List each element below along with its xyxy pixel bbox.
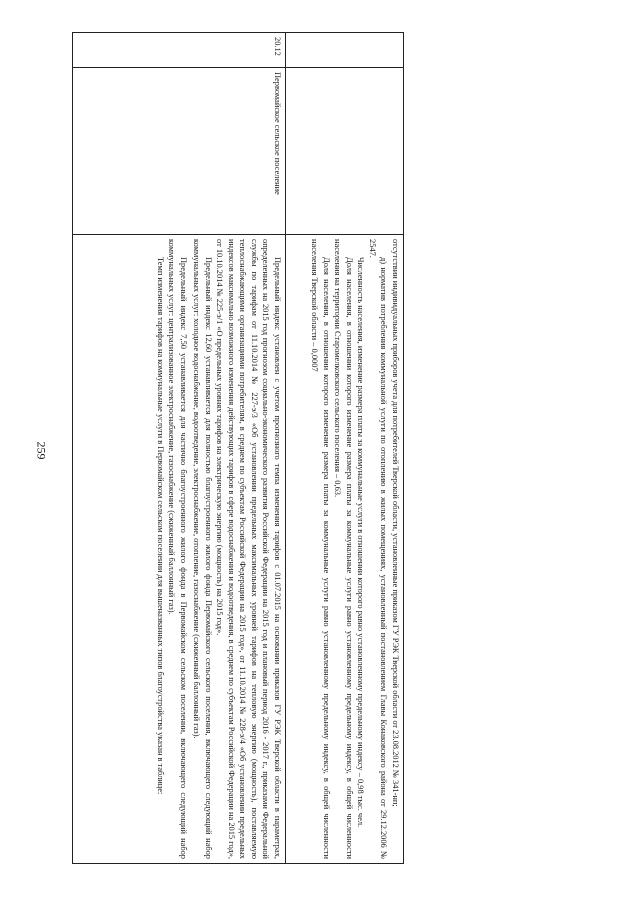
paragraph: Доля населения, в отношении которого изменение размера платы за коммунальные услуги равно установленному предельному индексу, в общей численности населения Тверской области – 0,0007: [310, 239, 331, 859]
paragraph: Доля населения, в отношении которого изменение размера платы за коммунальные услуги равно установленному предельному индексу, в общей численности населения на территории Старомелковского сельского поселения – 0,63.: [333, 239, 354, 859]
settlement-name-cell: Первомайское сельское поселение: [73, 68, 286, 235]
settlement-name-cell: [286, 68, 404, 235]
description-cell: [73, 235, 286, 864]
indices-table: [72, 32, 404, 864]
paragraph: Предельный индекс 12,60 устанавливается для полностью благоустроенного жилого фонда Первомайского сельского поселения, включающего следующий набор коммунальных услуг: холодное водоснабжение, водоотведение, электроснабжение, отопление, газоснабжение (сжиженный баллонный газ).: [192, 239, 213, 859]
row-number-cell: 20.12: [73, 33, 286, 68]
paragraph: Темп изменения тарифов на коммунальные услуги в Первомайском сельском поселении для вышеназванных типов благоустройства указан в таблице:: [156, 257, 165, 795]
page-number: 259: [34, 441, 49, 460]
paragraph: отсутствии индивидуальных приборов учета для потребителей Тверской области, установленные приказом ГУ РЭК Тверской области от 23.08.2012 № 341-нп;: [391, 239, 400, 807]
description-cell: [286, 235, 404, 864]
paragraph: Предельный индекс 7,50 устанавливается для частично благоустроенного жилого фонда в Первомайском сельском поселении, включающего следующий набор коммунальных услуг: централизованное электроснабжение, газоснабжение (сжиженный баллонный газ).: [167, 239, 188, 859]
table-row-pervomayskoe: [73, 33, 286, 864]
row-number-cell: [286, 33, 404, 68]
paragraph: д) норматив потребления коммунальной услуги по отоплению в жилых помещениях, установленный постановлением Главы Конаковского района от 29.12.2006 № 2547.: [368, 239, 389, 859]
paragraph: Предельный индекс установлен с учетом прогнозного темпа изменения тарифов с 01.07.2015 на основании приказов ГУ РЭК Тверской области в параметрах, определенных на 2015 год прогнозом социально-экономического развития Российской Федерации на 2015 год и плановый период 2016 - 2017 г., приказами Федеральной службы по тарифам от 11.10.2014 № 227-э/3 «Об установлении предельных максимальных уровней тарифов на тепловую энергию (мощность), поставляемую теплоснабжающими организациями потребителям, в среднем по субъектам Российской Федерации на 2015 год», от 11.10.2014 № 228-э/4 «Об установлении предельных индексов максимально возможного изменения действующих тарифов в сфере водоснабжения и водоотведения, в среднем по субъектам Российской Федерации на 2015 год», от 10.10.2014 № 225-э/1 «О предельных уровнях тарифов на электрическую энергию (мощность) на 2015 год».: [215, 239, 282, 859]
rotated-page-content: [72, 32, 404, 864]
paragraph: Численность населения, изменение размера платы за коммунальные услуги в отношении которого равно установленному предельному индексу – 0,98 тыс. чел.: [356, 257, 366, 828]
table-row-previous: [286, 33, 404, 864]
